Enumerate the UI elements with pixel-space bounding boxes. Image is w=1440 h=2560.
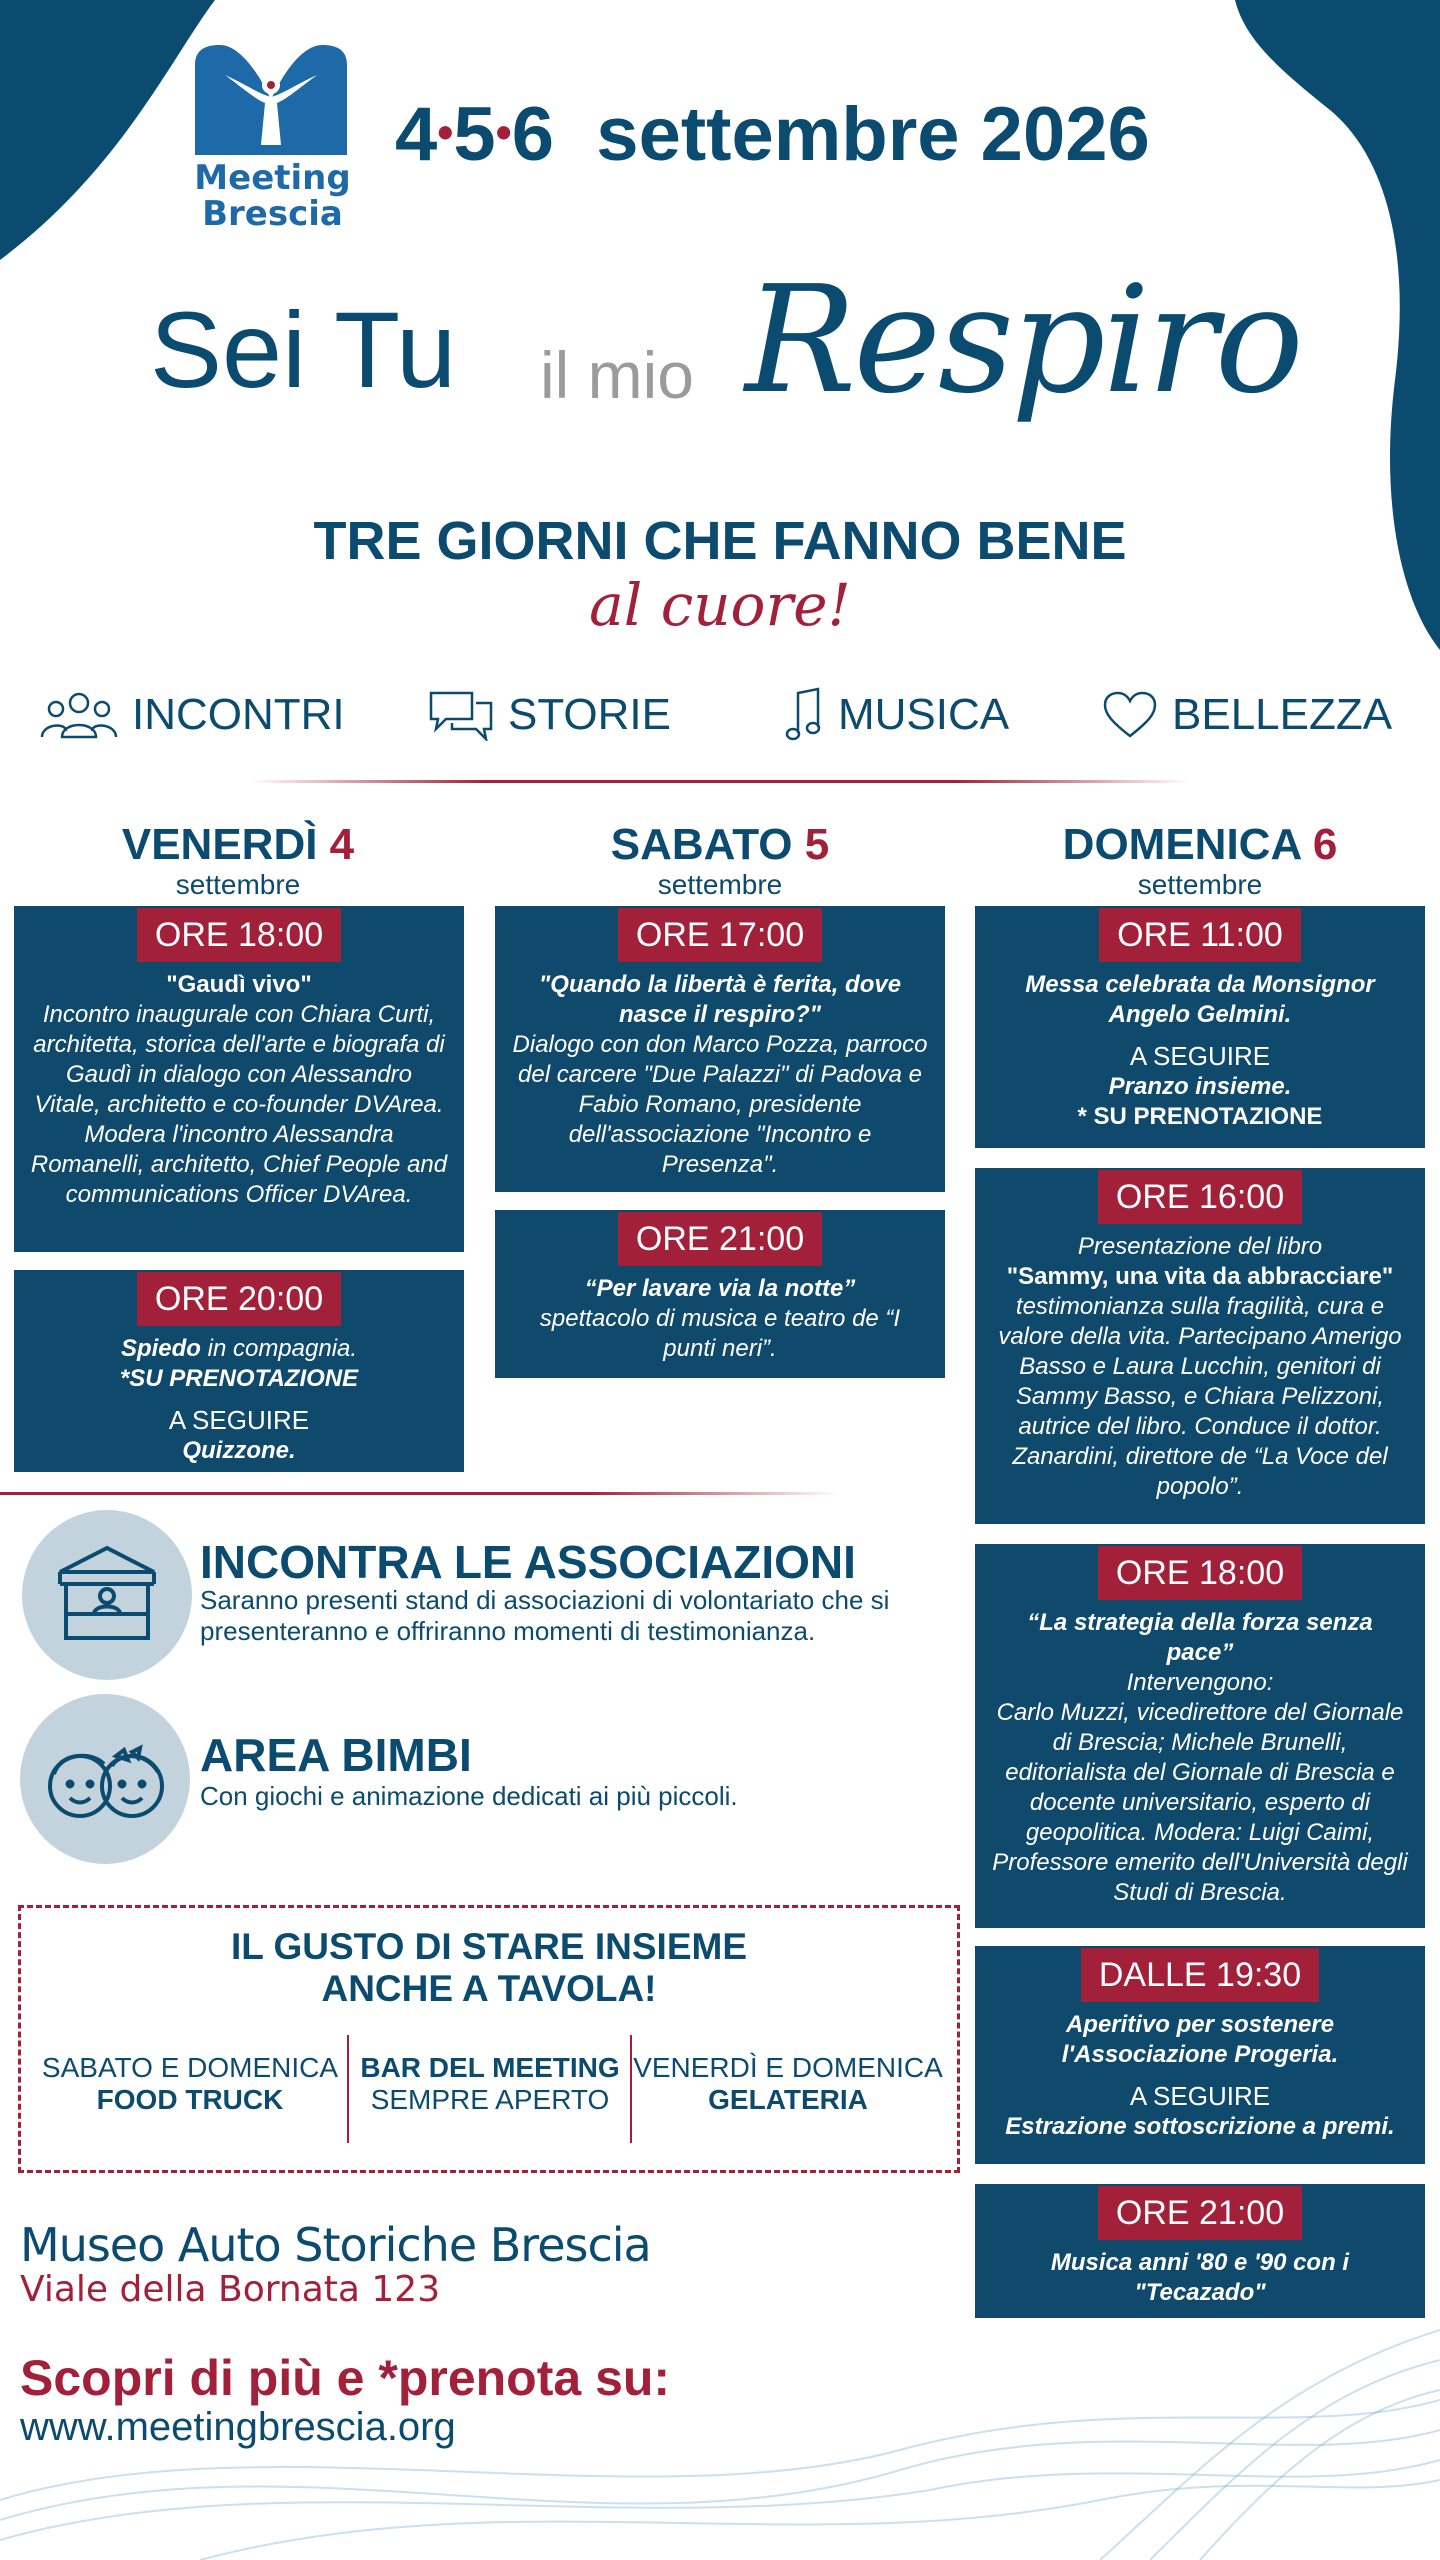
event-pretitle: Presentazione del libro	[1077, 1233, 1323, 1260]
food-col-hours: SEMPRE APERTO	[370, 2084, 610, 2115]
tagline-cuore: al cuore!	[589, 571, 851, 639]
event-title: “La strategia della forza senza pace”	[1027, 1609, 1373, 1666]
category-label-storie: STORIE	[508, 690, 672, 739]
event-time: ORE 21:00	[1098, 2186, 1302, 2240]
food-title-line-2: ANCHE A TAVOLA!	[321, 1968, 657, 2009]
event-card-sun-1100	[975, 906, 1425, 1148]
date-dot-1: •	[437, 105, 454, 158]
event-title: "Quando la libertà è ferita, dove nasce il respiro?"	[538, 971, 902, 1028]
music-note-icon	[784, 687, 824, 743]
day-name-text: SABATO	[610, 820, 793, 869]
day-month: settembre	[175, 869, 301, 900]
food-col-days: VENERDÌ E DOMENICA	[633, 2052, 943, 2083]
divider-top	[250, 780, 1190, 783]
people-icon	[40, 689, 118, 741]
event-description: Dialogo con don Marco Pozza, parroco del carcere "Due Palazzi" di Padova e Fabio Romano, presidente dell'associazione "Incontro e Presenza".	[512, 1031, 928, 1178]
associazioni-text: Saranno presenti stand di associazioni di volontariato che si presenteranno e offriranno momenti di testimonianza.	[200, 1585, 890, 1646]
food-title-line-1: IL GUSTO DI STARE INSIEME	[230, 1926, 747, 1967]
a-seguire-label: A SEGUIRE	[1129, 1041, 1271, 1071]
reservation-note: *SU PRENOTAZIONE	[119, 1365, 359, 1392]
event-title: “Per lavare via la notte”	[584, 1275, 856, 1302]
food-col-label: GELATERIA	[708, 2084, 868, 2115]
event-time: ORE 16:00	[1098, 1170, 1302, 1224]
booth-icon	[22, 1510, 192, 1680]
day-month: settembre	[657, 869, 783, 900]
event-time: DALLE 19:30	[1081, 1948, 1319, 2002]
heart-icon	[1102, 690, 1158, 740]
event-card-fri-1800	[14, 906, 464, 1252]
booth-icon-circle	[22, 1510, 192, 1680]
day-month: settembre	[1137, 869, 1263, 900]
date-day-1: 4	[395, 92, 438, 177]
children-icon-circle	[20, 1694, 190, 1864]
day-name-text: VENERDÌ	[121, 820, 318, 869]
event-description: Incontro inaugurale con Chiara Curti, architetta, storica dell'arte e biografa di Gaudì in dialogo con Alessandro Vitale, architetto e co-founder DVArea. Modera l'incontro Alessandra Romanelli, architetto, Chief People and communications Officer DVArea.	[30, 1001, 448, 1208]
day-number: 5	[804, 820, 830, 869]
event-subtitle: Intervengono:	[1126, 1669, 1274, 1696]
venue-address: Viale della Bornata 123	[20, 2269, 441, 2310]
date-dot-2: •	[495, 105, 512, 158]
event-card-sun-1930	[975, 1946, 1425, 2164]
followup-event: Estrazione sottoscrizione a premi.	[1005, 2113, 1395, 2140]
logo-text-meeting: Meeting	[194, 158, 351, 198]
bimbi-text: Con giochi e animazione dedicati ai più piccoli.	[200, 1781, 738, 1811]
event-title	[30, 1334, 448, 1364]
reservation-note: * SU PRENOTAZIONE	[1077, 1103, 1323, 1130]
date-day-2: 5	[453, 92, 496, 177]
event-title: Messa celebrata da Monsignor Angelo Gelmini.	[1025, 971, 1375, 1028]
event-card-sat-2100	[495, 1210, 945, 1378]
category-storie	[428, 682, 671, 748]
a-seguire-label: A SEGUIRE	[168, 1405, 310, 1435]
event-title: Aperitivo per sostenere l'Associazione Progeria.	[1061, 2011, 1339, 2068]
food-col-gelateria	[633, 2052, 943, 2116]
event-card-sun-1600	[975, 1168, 1425, 1524]
event-title-bold: Spiedo	[120, 1335, 201, 1362]
date-day-3: 6	[511, 92, 555, 177]
event-title: "Sammy, una vita da abbracciare"	[1006, 1263, 1394, 1290]
food-title	[18, 1926, 960, 2010]
event-description: spettacolo di musica e teatro de “I punti neri”.	[539, 1305, 901, 1362]
associazioni-title: INCONTRA LE ASSOCIAZIONI	[200, 1536, 856, 1588]
event-time: ORE 21:00	[618, 1212, 822, 1266]
food-col-label: FOOD TRUCK	[96, 2084, 284, 2115]
category-label-incontri: INCONTRI	[132, 690, 345, 739]
website-link[interactable]: www.meetingbrescia.org	[20, 2405, 456, 2449]
food-divider-2	[630, 2035, 632, 2143]
event-title-rest: in compagnia.	[200, 1335, 358, 1362]
food-col-bar	[350, 2052, 630, 2116]
title-sei-tu: Sei Tu	[150, 289, 457, 410]
event-title: Musica anni '80 e '90 con i "Tecazado"	[1050, 2249, 1350, 2306]
food-col-days: SABATO E DOMENICA	[41, 2052, 339, 2083]
food-col-foodtruck	[30, 2052, 350, 2116]
event-dates	[395, 90, 1150, 185]
event-time: ORE 20:00	[137, 1272, 341, 1326]
day-header-sabato	[490, 820, 950, 900]
event-card-fri-2000	[14, 1270, 464, 1472]
event-card-sun-2100	[975, 2184, 1425, 2318]
event-time: ORE 17:00	[618, 908, 822, 962]
venue-name: Museo Auto Storiche Brescia	[20, 2218, 651, 2272]
event-card-sun-1800	[975, 1544, 1425, 1928]
event-card-sat-1700	[495, 906, 945, 1192]
meeting-logo-icon	[195, 45, 347, 155]
event-title: "Gaudì vivo"	[166, 971, 312, 998]
logo-text-brescia: Brescia	[202, 194, 343, 234]
title-respiro: Respiro	[745, 254, 1301, 426]
speech-bubbles-icon	[428, 689, 494, 741]
cta-text: Scopri di più e *prenota su:	[20, 2350, 671, 2406]
event-time: ORE 18:00	[137, 908, 341, 962]
day-number: 4	[329, 820, 355, 869]
tagline: TRE GIORNI CHE FANNO BENE	[313, 511, 1127, 571]
divider-mid	[0, 1492, 840, 1495]
title-il-mio: il mio	[540, 338, 695, 412]
category-musica	[784, 682, 1009, 748]
day-name-text: DOMENICA	[1062, 820, 1301, 869]
logo-wordmark	[190, 160, 355, 232]
category-label-musica: MUSICA	[838, 690, 1010, 739]
day-number: 6	[1312, 820, 1338, 869]
a-seguire-label: A SEGUIRE	[1129, 2081, 1271, 2111]
date-month-year: settembre 2026	[596, 92, 1150, 177]
day-header-domenica	[970, 820, 1430, 900]
day-name	[970, 820, 1430, 870]
event-description: testimonianza sulla fragilità, cura e valore della vita. Partecipano Amerigo Basso e Laura Lucchin, genitori di Sammy Basso, e Chiara Pelizzoni, autrice del libro. Conduce il dottor. Zanardini, direttore de “La Voce del popolo”.	[998, 1293, 1402, 1500]
day-name	[8, 820, 468, 870]
day-header-venerdi	[8, 820, 468, 900]
event-time: ORE 11:00	[1099, 908, 1301, 962]
category-bellezza	[1102, 682, 1392, 748]
bimbi-title: AREA BIMBI	[200, 1729, 472, 1781]
event-time: ORE 18:00	[1098, 1546, 1302, 1600]
food-col-label: BAR DEL MEETING	[360, 2052, 620, 2083]
followup-event: Pranzo insieme.	[1108, 1073, 1292, 1100]
category-label-bellezza: BELLEZZA	[1172, 690, 1393, 739]
category-incontri	[40, 682, 345, 748]
children-faces-icon	[20, 1694, 190, 1864]
day-name	[490, 820, 950, 870]
followup-event: Quizzone.	[182, 1437, 296, 1464]
food-divider-1	[347, 2035, 349, 2143]
event-description: Carlo Muzzi, vicedirettore del Giornale di Brescia; Michele Brunelli, editorialista del Giornale di Brescia e docente universitario, esperto di geopolitica. Modera: Luigi Caimi, Professore emerito dell'Università degli Studi di Brescia.	[992, 1699, 1408, 1906]
